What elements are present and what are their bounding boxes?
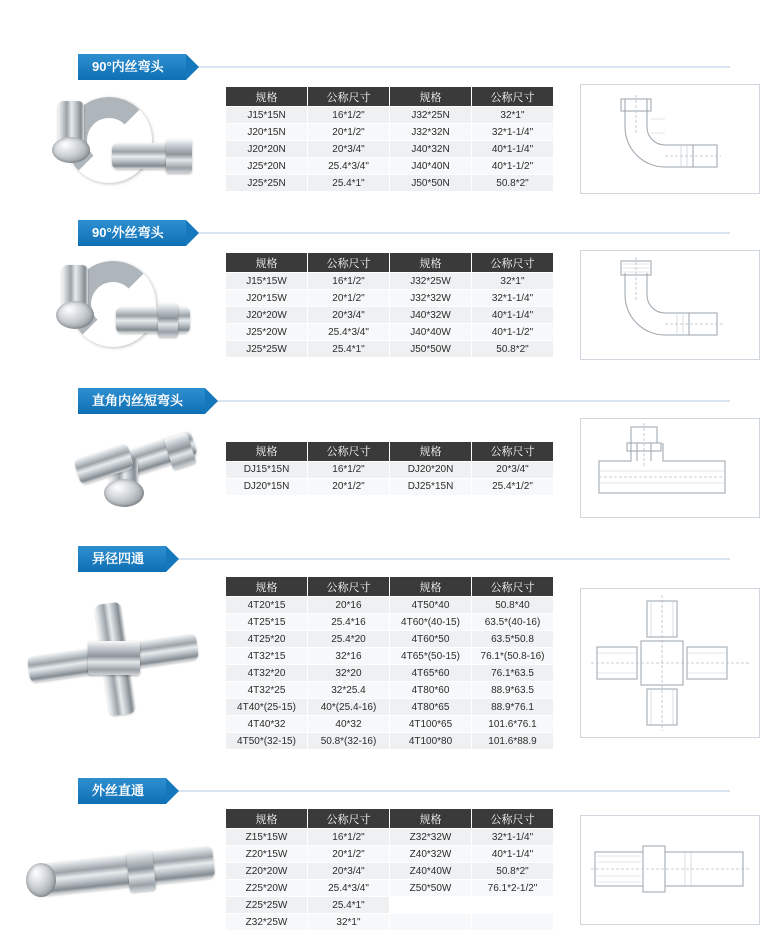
cell: 25.4*1" (308, 897, 390, 914)
table-row (226, 461, 554, 478)
cell: 4T50*40 (390, 597, 472, 614)
cell: 63.5*50.8 (472, 631, 554, 648)
section-title-row (78, 220, 730, 250)
table-row (226, 478, 554, 495)
cell: J32*32N (390, 124, 472, 141)
table-row (226, 124, 554, 141)
drawing-frame-elbow-male-90 (580, 250, 760, 360)
cell: 101.6*76.1 (472, 716, 554, 733)
cell: 32*1" (472, 273, 554, 290)
cell: 16*1/2" (308, 273, 390, 290)
col-header: 公称尺寸 (472, 253, 554, 273)
section-elbow-female-90 (0, 0, 770, 194)
col-header: 规格 (226, 87, 308, 107)
cell: 25.4*1" (308, 341, 390, 358)
col-header: 规格 (226, 441, 308, 461)
cell: J40*32W (390, 307, 472, 324)
cell: 32*1" (472, 107, 554, 124)
cell: 4T40*32 (226, 716, 308, 733)
cell: 20*1/2" (308, 846, 390, 863)
table-row (226, 107, 554, 124)
cell: J15*15W (226, 273, 308, 290)
spec-table-wrap (225, 576, 554, 750)
table-header-row (226, 577, 554, 597)
cell: J20*20N (226, 141, 308, 158)
section-title: 直角内丝短弯头 (78, 388, 205, 414)
cell: 50.8*2" (472, 175, 554, 192)
cell: J32*25N (390, 107, 472, 124)
cell: 40*(25.4-16) (308, 699, 390, 716)
cell: 25.4*1" (308, 175, 390, 192)
cell: 4T100*80 (390, 733, 472, 750)
col-header: 公称尺寸 (308, 441, 390, 461)
cell: 16*1/2" (308, 829, 390, 846)
elbow-male-90-drawing-icon (585, 255, 755, 355)
section-title: 外丝直通 (78, 778, 166, 804)
cell: 76.1*2-1/2" (472, 880, 554, 897)
product-photo-elbow-male-90 (10, 255, 225, 355)
table-row (226, 897, 554, 914)
cell: 32*1-1/4" (472, 290, 554, 307)
reducing-cross-drawing-icon (585, 593, 755, 733)
cell: 20*3/4" (472, 461, 554, 478)
cell: 25.4*3/4" (308, 880, 390, 897)
drawing-frame-male-straight-coupling (580, 815, 760, 925)
product-photo-short-elbow-female (10, 421, 225, 516)
cell: Z40*40W (390, 863, 472, 880)
section-body (0, 250, 770, 360)
section-male-straight-coupling (0, 750, 770, 931)
cell: 101.6*88.9 (472, 733, 554, 750)
cell: J40*40W (390, 324, 472, 341)
cell: 4T80*65 (390, 699, 472, 716)
cell: 4T50*(32-15) (226, 733, 308, 750)
cell (390, 914, 472, 931)
cell (390, 897, 472, 914)
cell: 4T25*20 (226, 631, 308, 648)
drawing-frame-reducing-cross (580, 588, 760, 738)
table-row (226, 175, 554, 192)
cell: Z20*15W (226, 846, 308, 863)
cell: 32*1" (308, 914, 390, 931)
col-header: 公称尺寸 (308, 253, 390, 273)
section-title: 90°内丝弯头 (78, 54, 186, 80)
cell (472, 914, 554, 931)
cell: 20*1/2" (308, 478, 390, 495)
cell: Z32*32W (390, 829, 472, 846)
cell: 20*16 (308, 597, 390, 614)
cell: 76.1*63.5 (472, 665, 554, 682)
technical-drawing-col (554, 418, 770, 518)
cell: 4T32*25 (226, 682, 308, 699)
table-header-row (226, 441, 554, 461)
table-row (226, 665, 554, 682)
cell: J32*32W (390, 290, 472, 307)
cell: 50.8*2" (472, 863, 554, 880)
col-header: 规格 (390, 809, 472, 829)
elbow-female-90-drawing-icon (585, 89, 755, 189)
cell: DJ20*20N (390, 461, 472, 478)
cell: Z20*20W (226, 863, 308, 880)
section-title-row (78, 54, 730, 84)
cell: 25.4*3/4" (308, 324, 390, 341)
cell: 40*1-1/2" (472, 158, 554, 175)
col-header: 规格 (390, 87, 472, 107)
cell: 4T32*15 (226, 648, 308, 665)
section-body (0, 576, 770, 750)
cell: 40*1-1/4" (472, 846, 554, 863)
table-row (226, 733, 554, 750)
cell: J20*15N (226, 124, 308, 141)
table-row (226, 614, 554, 631)
spec-table-wrap (225, 808, 554, 931)
cell: 50.8*(32-16) (308, 733, 390, 750)
cell: 16*1/2" (308, 107, 390, 124)
cell: Z40*32W (390, 846, 472, 863)
cell: J40*32N (390, 141, 472, 158)
table-row (226, 290, 554, 307)
cell: 76.1*(50.8-16) (472, 648, 554, 665)
section-body (0, 84, 770, 194)
cell: J25*20N (226, 158, 308, 175)
cell: 32*25.4 (308, 682, 390, 699)
spec-table-wrap (225, 252, 554, 358)
col-header: 公称尺寸 (472, 577, 554, 597)
table-row (226, 141, 554, 158)
table-row (226, 829, 554, 846)
cell: 32*1-1/4" (472, 124, 554, 141)
col-header: 规格 (390, 441, 472, 461)
technical-drawing-col (554, 84, 770, 194)
table-row (226, 341, 554, 358)
cell: J15*15N (226, 107, 308, 124)
table-row (226, 324, 554, 341)
cell: J25*20W (226, 324, 308, 341)
col-header: 公称尺寸 (308, 577, 390, 597)
cell: 88.9*76.1 (472, 699, 554, 716)
table-row (226, 914, 554, 931)
technical-drawing-col (554, 588, 770, 738)
cell: J20*20W (226, 307, 308, 324)
cell: J25*25W (226, 341, 308, 358)
section-title-row (78, 778, 730, 808)
spec-table-wrap (225, 441, 554, 496)
table-row (226, 716, 554, 733)
table-row (226, 307, 554, 324)
product-photo-male-straight-coupling (10, 815, 225, 925)
cell: 20*3/4" (308, 863, 390, 880)
section-title-row (78, 388, 730, 418)
cell: J50*50W (390, 341, 472, 358)
cell: 20*3/4" (308, 141, 390, 158)
spec-table (225, 252, 554, 358)
cell: J25*25N (226, 175, 308, 192)
cell: 32*16 (308, 648, 390, 665)
cell: 63.5*(40-16) (472, 614, 554, 631)
cell: 32*20 (308, 665, 390, 682)
section-short-elbow-female (0, 360, 770, 518)
table-row (226, 699, 554, 716)
section-title-row (78, 546, 730, 576)
table-row (226, 648, 554, 665)
cell: DJ25*15N (390, 478, 472, 495)
product-photo-elbow-female-90 (10, 89, 225, 189)
cell: J50*50N (390, 175, 472, 192)
col-header: 规格 (226, 809, 308, 829)
technical-drawing-col (554, 815, 770, 925)
table-header-row (226, 253, 554, 273)
cell: 4T32*20 (226, 665, 308, 682)
table-header-row (226, 809, 554, 829)
col-header: 公称尺寸 (472, 87, 554, 107)
drawing-frame-elbow-female-90 (580, 84, 760, 194)
table-row (226, 682, 554, 699)
cell: 4T25*15 (226, 614, 308, 631)
section-body (0, 808, 770, 931)
section-title: 90°外丝弯头 (78, 220, 186, 246)
cell: 16*1/2" (308, 461, 390, 478)
table-header-row (226, 87, 554, 107)
cell: DJ15*15N (226, 461, 308, 478)
cell: J32*25W (390, 273, 472, 290)
col-header: 规格 (390, 577, 472, 597)
cell: 32*1-1/4" (472, 829, 554, 846)
cell: 50.8*2" (472, 341, 554, 358)
cell: 40*1-1/2" (472, 324, 554, 341)
cell: 4T40*(25-15) (226, 699, 308, 716)
spec-table (225, 576, 554, 750)
cell: 4T65*(50-15) (390, 648, 472, 665)
spec-table (225, 808, 554, 931)
col-header: 规格 (226, 577, 308, 597)
col-header: 公称尺寸 (308, 809, 390, 829)
cell: 4T65*60 (390, 665, 472, 682)
cell (472, 897, 554, 914)
cell: J40*40N (390, 158, 472, 175)
spec-table-wrap (225, 86, 554, 192)
table-row (226, 158, 554, 175)
cell: 25.4*1/2" (472, 478, 554, 495)
cell: 4T100*65 (390, 716, 472, 733)
cell: Z15*15W (226, 829, 308, 846)
cell: 50.8*40 (472, 597, 554, 614)
table-row (226, 631, 554, 648)
short-elbow-female-drawing-icon (585, 423, 755, 513)
table-row (226, 597, 554, 614)
cell: 25.4*16 (308, 614, 390, 631)
section-reducing-cross (0, 518, 770, 750)
drawing-frame-short-elbow-female (580, 418, 760, 518)
cell: Z25*25W (226, 897, 308, 914)
cell: 20*1/2" (308, 124, 390, 141)
cell: 4T80*60 (390, 682, 472, 699)
cell: Z25*20W (226, 880, 308, 897)
technical-drawing-col (554, 250, 770, 360)
cell: 40*1-1/4" (472, 141, 554, 158)
section-title: 异径四通 (78, 546, 166, 572)
cell: 40*32 (308, 716, 390, 733)
cell: 40*1-1/4" (472, 307, 554, 324)
table-row (226, 880, 554, 897)
col-header: 规格 (226, 253, 308, 273)
cell: 88.9*63.5 (472, 682, 554, 699)
col-header: 公称尺寸 (472, 809, 554, 829)
cell: Z32*25W (226, 914, 308, 931)
spec-table (225, 441, 554, 496)
cell: Z50*50W (390, 880, 472, 897)
cell: 4T60*(40-15) (390, 614, 472, 631)
section-elbow-male-90 (0, 194, 770, 360)
cell: DJ20*15N (226, 478, 308, 495)
section-body (0, 418, 770, 518)
cell: 4T60*50 (390, 631, 472, 648)
male-straight-coupling-drawing-icon (585, 830, 755, 910)
table-row (226, 863, 554, 880)
col-header: 公称尺寸 (308, 87, 390, 107)
col-header: 规格 (390, 253, 472, 273)
cell: 20*3/4" (308, 307, 390, 324)
cell: 4T20*15 (226, 597, 308, 614)
product-photo-reducing-cross (10, 583, 225, 743)
table-row (226, 273, 554, 290)
col-header: 公称尺寸 (472, 441, 554, 461)
cell: 20*1/2" (308, 290, 390, 307)
spec-table (225, 86, 554, 192)
cell: J20*15W (226, 290, 308, 307)
cell: 25.4*3/4" (308, 158, 390, 175)
cell: 25.4*20 (308, 631, 390, 648)
table-row (226, 846, 554, 863)
